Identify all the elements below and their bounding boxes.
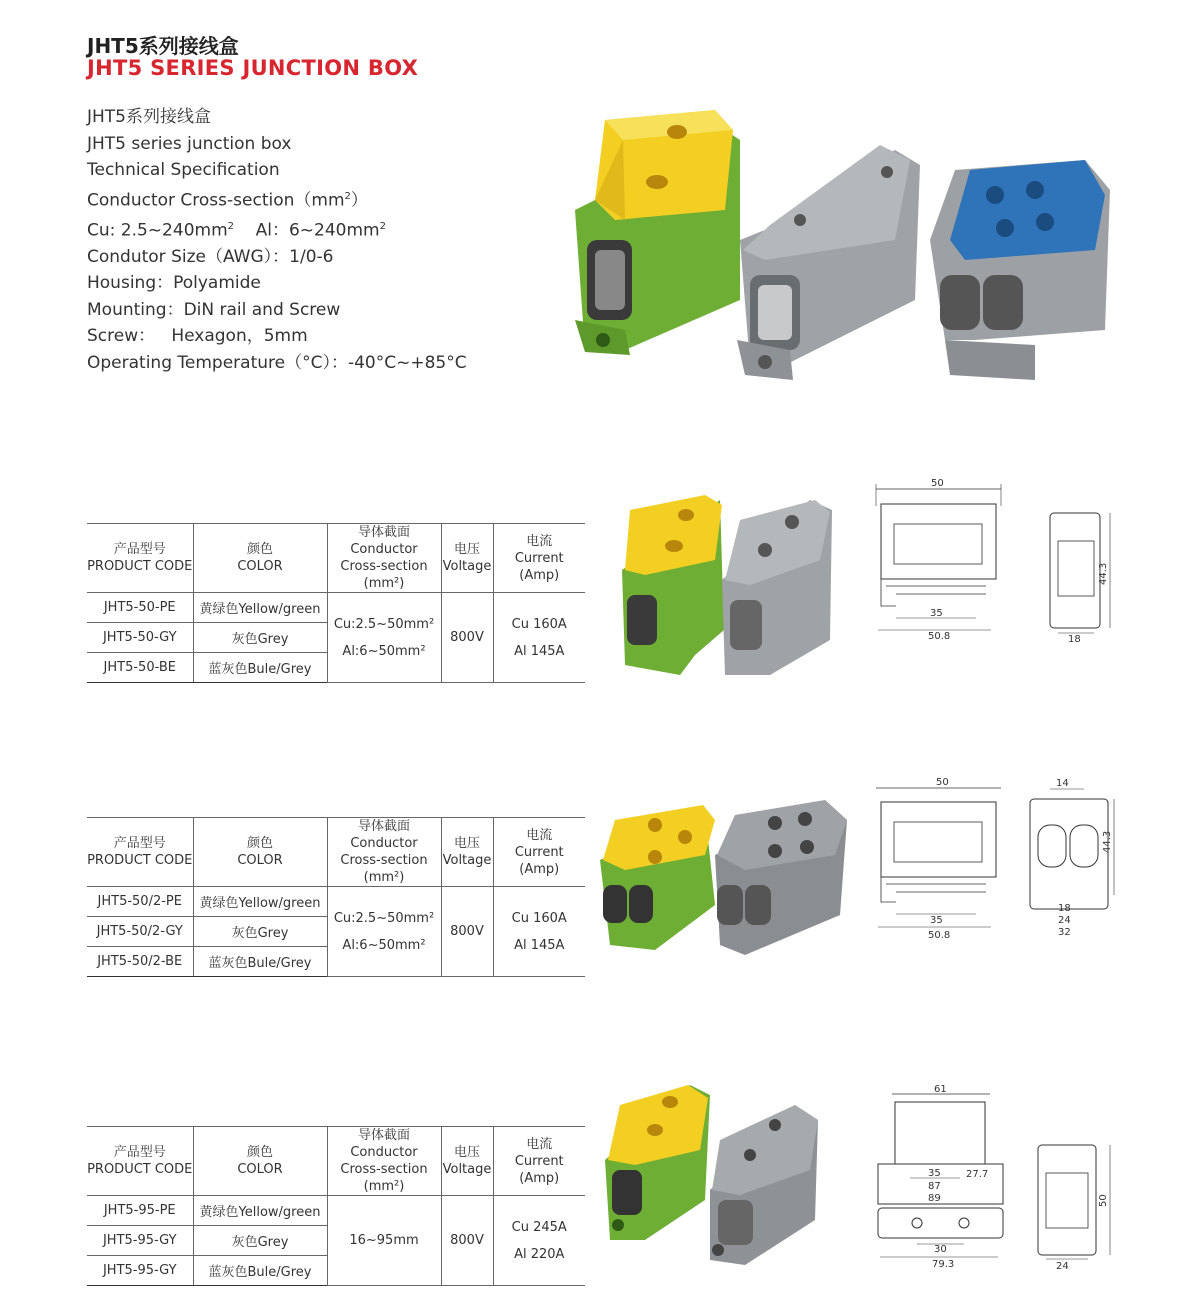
col-header-current: 电流 Current (Amp) xyxy=(493,524,585,593)
dim-width: 50 xyxy=(936,777,949,788)
page-title-en: JHT5 SERIES JUNCTION BOX xyxy=(87,56,419,80)
technical-drawing-95-side xyxy=(1030,1135,1120,1275)
cell-color: 蓝灰色Bule/Grey xyxy=(193,1256,327,1286)
col-header-color: 颜色 COLOR xyxy=(193,1127,327,1196)
spec-line: Cu: $2.5\sim 240mm^2$ Al：$6\sim 240mm^2$ xyxy=(87,220,386,241)
dim-rail: 35 xyxy=(930,608,943,619)
cell-color: 黄绿色Yellow/green xyxy=(193,593,327,623)
col-header-voltage: 电压 Voltage xyxy=(441,818,493,887)
cell-cross-section: Cu:2.5~50mm² Al:6~50mm² xyxy=(327,887,441,977)
product-image-50 xyxy=(600,490,840,685)
dim-side-2: 24 xyxy=(1058,915,1071,926)
technical-drawing-50-2-side xyxy=(1022,775,1122,945)
spec-line: Screw： Hexagon，5mm xyxy=(87,326,308,347)
col-header-cross-section: 导体截面 Conductor Cross-section (mm²) xyxy=(327,818,441,887)
cell-voltage: 800V xyxy=(441,887,493,977)
col-header-color: 颜色 COLOR xyxy=(193,818,327,887)
spec-line: JHT5系列接线盒 xyxy=(87,107,211,127)
cell-color: 黄绿色Yellow/green xyxy=(193,1196,327,1226)
cell-code: JHT5-50/2-BE xyxy=(87,947,193,977)
cell-code: JHT5-50/2-GY xyxy=(87,917,193,947)
green-yellow-junction-box xyxy=(605,1085,710,1240)
green-yellow-junction-box xyxy=(600,805,715,950)
technical-drawing-50-2-front xyxy=(866,772,1016,942)
spec-line: JHT5 series junction box xyxy=(87,133,292,154)
spec-list xyxy=(87,104,467,376)
cell-code: JHT5-50-PE xyxy=(87,593,193,623)
spec-table-1 xyxy=(87,523,585,683)
cell-color: 黄绿色Yellow/green xyxy=(193,887,327,917)
dim-base: 79.3 xyxy=(932,1259,955,1270)
dim-rail: 35 xyxy=(930,915,943,926)
dim-width: 61 xyxy=(934,1084,947,1095)
dim-rail: 35 xyxy=(928,1168,941,1179)
dim-side-3: 32 xyxy=(1058,927,1071,938)
hero-product-image xyxy=(565,100,1120,390)
cell-current: Cu 245A Al 220A xyxy=(493,1196,585,1286)
col-header-voltage: 电压 Voltage xyxy=(441,524,493,593)
col-header-code: 产品型号 PRODUCT CODE xyxy=(87,1127,193,1196)
col-header-current: 电流 Current (Amp) xyxy=(493,1127,585,1196)
spec-table-2 xyxy=(87,817,585,977)
green-yellow-junction-box xyxy=(622,495,724,675)
dim-length-1: 87 xyxy=(928,1181,941,1192)
dim-side: 24 xyxy=(1056,1261,1069,1272)
spec-line: Technical Specification xyxy=(87,160,280,180)
cell-code: JHT5-95-GY xyxy=(87,1226,193,1256)
cell-current: Cu 160A Al 145A xyxy=(493,887,585,977)
cell-code: JHT5-50-BE xyxy=(87,653,193,683)
grey-junction-box xyxy=(737,145,920,380)
dim-offset: 27.7 xyxy=(966,1169,989,1180)
cell-current: Cu 160A Al 145A xyxy=(493,593,585,683)
dim-length-2: 89 xyxy=(928,1193,941,1204)
cell-code: JHT5-50/2-PE xyxy=(87,887,193,917)
dim-depth: 50.8 xyxy=(928,631,951,642)
technical-drawing-50-front xyxy=(866,476,1016,646)
dim-top: 14 xyxy=(1056,778,1069,789)
spec-line: Conductor Cross-$section(mm^2)$ xyxy=(87,190,368,211)
col-header-current: 电流 Current (Amp) xyxy=(493,818,585,887)
col-header-voltage: 电压 Voltage xyxy=(441,1127,493,1196)
cell-color: 灰色Grey xyxy=(193,1226,327,1256)
spec-line: Operating Temperature（°C）：-40°C~+85°C xyxy=(87,352,467,373)
grey-junction-box xyxy=(722,500,832,675)
product-image-95 xyxy=(600,1080,825,1275)
green-yellow-junction-box xyxy=(575,110,740,355)
spec-line: Mounting：DiN rail and Screw xyxy=(87,299,341,320)
dim-side-1: 18 xyxy=(1058,903,1071,914)
technical-drawing-50-side xyxy=(1040,505,1120,645)
col-header-cross-section: 导体截面 Conductor Cross-section (mm²) xyxy=(327,524,441,593)
cell-voltage: 800V xyxy=(441,593,493,683)
grey-junction-box xyxy=(715,800,847,955)
cell-voltage: 800V xyxy=(441,1196,493,1286)
cell-cross-section: Cu:2.5~50mm² Al:6~50mm² xyxy=(327,593,441,683)
cell-code: JHT5-50-GY xyxy=(87,623,193,653)
dim-hole-spacing: 30 xyxy=(934,1244,947,1255)
dim-height: 44.3 xyxy=(1102,830,1113,853)
col-header-cross-section: 导体截面 Conductor Cross-section (mm²) xyxy=(327,1127,441,1196)
cell-color: 蓝灰色Bule/Grey xyxy=(193,947,327,977)
blue-grey-junction-box xyxy=(930,160,1110,380)
col-header-code: 产品型号 PRODUCT CODE xyxy=(87,818,193,887)
spec-line: Condutor Size（AWG）：1/0-6 xyxy=(87,246,334,267)
cell-code: JHT5-95-PE xyxy=(87,1196,193,1226)
spec-line: Housing：Polyamide xyxy=(87,273,261,294)
col-header-color: 颜色 COLOR xyxy=(193,524,327,593)
product-image-50-2 xyxy=(595,795,850,955)
cell-color: 蓝灰色Bule/Grey xyxy=(193,653,327,683)
page-title-cn: JHT5系列接线盒 xyxy=(87,34,239,58)
cell-code: JHT5-95-GY xyxy=(87,1256,193,1286)
dim-height: 44.3 xyxy=(1098,562,1109,585)
dim-width: 50 xyxy=(931,478,944,489)
grey-junction-box xyxy=(710,1105,818,1265)
technical-drawing-95-front xyxy=(870,1082,1020,1272)
col-header-code: 产品型号 PRODUCT CODE xyxy=(87,524,193,593)
cell-cross-section: 16~95mm xyxy=(327,1196,441,1286)
spec-table-3 xyxy=(87,1126,585,1286)
cell-color: 灰色Grey xyxy=(193,623,327,653)
dim-height: 50 xyxy=(1098,1194,1109,1207)
dim-depth: 50.8 xyxy=(928,930,951,941)
cell-color: 灰色Grey xyxy=(193,917,327,947)
dim-side: 18 xyxy=(1068,634,1081,645)
